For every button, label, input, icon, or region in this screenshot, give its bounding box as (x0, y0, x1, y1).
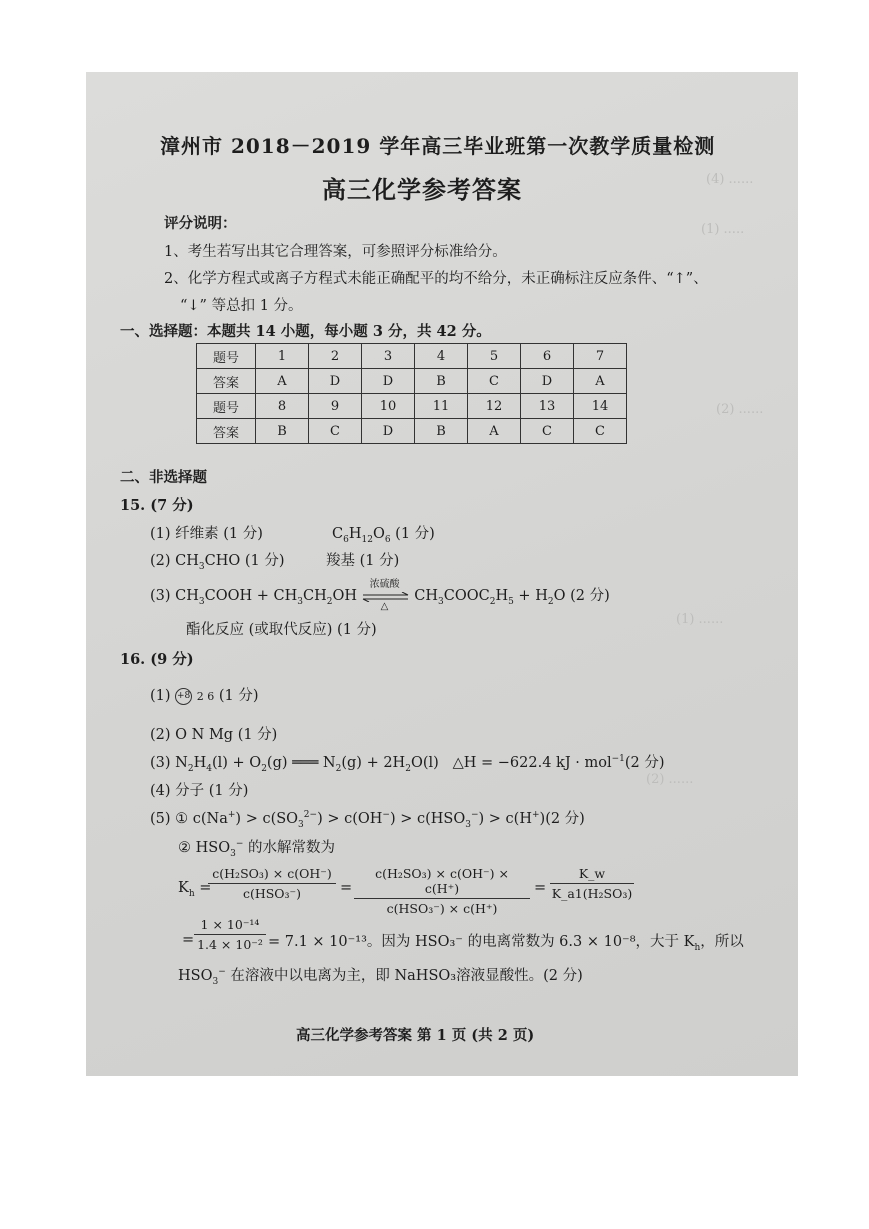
q16-p1-score: (1 分) (218, 688, 259, 704)
table-cell: D (362, 369, 415, 394)
q16-p4-answer: 分子 (1 分) (175, 783, 249, 799)
page-footer: 高三化学参考答案 第 1 页 (共 2 页) (296, 1027, 535, 1044)
table-row (197, 394, 627, 419)
q15-p1-formula: $C_6H_{12}O_6$ (1 分) (332, 526, 435, 545)
q15-p2-score: (1 分) (240, 553, 285, 569)
table-cell: 答案 (197, 419, 256, 444)
q15-p2-answer-b: 羧基 (1 分) (326, 553, 400, 569)
table-cell: 7 (574, 344, 627, 369)
table-cell: D (309, 369, 362, 394)
kh-value-den: 1.4 × 10⁻² (197, 937, 263, 952)
scoring-note-1: 1、考生若写出其它合理答案，可参照评分标准给分。 (164, 244, 507, 260)
kh-num-2: c(H₂SO₃) × c(OH⁻) × c(H⁺) (354, 866, 530, 899)
table-cell: C (574, 419, 627, 444)
table-cell: C (468, 369, 521, 394)
table-cell: C (521, 419, 574, 444)
q16-part5-2: ② $HSO_3^-$ 的水解常数为 (178, 839, 335, 859)
table-cell: 5 (468, 344, 521, 369)
table-row (197, 344, 627, 369)
q16-part2 (150, 723, 277, 744)
q15-part3-equation: (3) $CH_3COOH + CH_3CH_2OH$ 浓硫酸 △ $CH_3COOC_2H_5 + H_2O$ (2 分) (150, 584, 610, 607)
q15-part1 (150, 522, 263, 543)
q15-p1-num: (1) (150, 526, 171, 542)
kh-num-1: c(H₂SO₃) × c(OH⁻) (208, 866, 336, 884)
document-title: 漳州市 2018－2019 学年高三毕业班第一次教学质量检测 (160, 134, 716, 158)
q15-p1-answer-a: 纤维素 (1 分) (175, 526, 263, 542)
q15-p1-score: (1 分) (390, 526, 435, 542)
table-cell: 10 (362, 394, 415, 419)
table-cell: D (362, 419, 415, 444)
q16-p3-score: (2 分) (624, 755, 665, 771)
table-cell: A (256, 369, 309, 394)
q16-part4 (150, 779, 248, 800)
q15-part2: (2) $CH_3CHO$ (1 分) (150, 553, 285, 572)
q16-part3-equation: (3) $N_2H_4(l) + O_2(g)$ ═══ $N_2(g) + 2H_2O(l)$ △H = −622.4 kJ · mol$^{-1}$(2 分) (150, 754, 665, 774)
kh-value-text: = 7.1 × 10⁻¹³。因为 HSO₃⁻ 的电离常数为 6.3 × 10⁻⁸，大于 K (268, 934, 695, 950)
table-cell: A (574, 369, 627, 394)
kh-num-3: K_w (550, 866, 634, 884)
q15-p3-condition-top: 浓硫酸 (369, 579, 400, 590)
q15-p3-reaction-type: 酯化反应 (或取代反应) (1 分) (186, 622, 377, 638)
kh-fraction-2 (354, 866, 530, 916)
table-cell: B (256, 419, 309, 444)
table-cell: 6 (521, 344, 574, 369)
q16-part1 (150, 684, 259, 705)
equals-sign: = (182, 932, 195, 948)
q16-p2-answer: O N Mg (1 分) (175, 727, 278, 743)
table-row (197, 369, 627, 394)
q15-p2-num: (2) (150, 553, 171, 569)
q15-p3-condition-bottom: △ (380, 601, 389, 612)
table-cell: 2 (309, 344, 362, 369)
table-cell: 3 (362, 344, 415, 369)
q15-p3-score: (2 分) (565, 588, 610, 604)
kh-fraction-1 (208, 866, 336, 901)
table-cell: 12 (468, 394, 521, 419)
q15-label: 15. (7 分) (120, 497, 194, 514)
q16-part5-1: (5) ① $c(Na^+) > c(SO_3^{2-}) > c(OH^-) > c(HSO_3^-) > c(H^+)(2$ 分) (150, 810, 585, 830)
q16-p5-num: (5) (150, 811, 171, 827)
equals-sign: = (340, 880, 353, 896)
kh-value-num: 1 × 10⁻¹⁴ (194, 917, 266, 935)
reversible-arrow-icon (362, 579, 410, 612)
q16-p3-num: (3) (150, 755, 171, 771)
table-cell: 13 (521, 394, 574, 419)
kh-value-tail: ，所以 (700, 934, 744, 950)
q16-conclusion-text: 在溶液中以电离为主，即 NaHSO₃溶液显酸性。(2 分) (225, 968, 583, 984)
table-cell: 题号 (197, 344, 256, 369)
answer-table (196, 343, 627, 444)
q16-p5-score: (2 分) (545, 811, 585, 827)
table-cell: B (415, 369, 468, 394)
table-cell: 题号 (197, 394, 256, 419)
scoring-note-2: 2、化学方程式或离子方程式未能正确配平的均不给分，未正确标注反应条件、“↑”、 (164, 271, 708, 287)
kh-symbol: $K_h$ = (178, 880, 212, 899)
equals-sign: = (534, 880, 547, 896)
q16-p5-2-label: ② (178, 840, 196, 856)
q16-p2-num: (2) (150, 727, 171, 743)
kh-den-1: c(HSO₃⁻) (242, 886, 302, 901)
section2-heading: 二、非选择题 (120, 469, 207, 486)
scoring-note-2-cont: “↓” 等总扣 1 分。 (180, 298, 303, 314)
q15-p3-num: (3) (150, 588, 171, 604)
electron-shells: 2 6 (196, 690, 215, 703)
q16-p3-enthalpy: △H = −622.4 kJ · mol (452, 755, 612, 771)
q16-p4-num: (4) (150, 783, 171, 799)
table-row (197, 419, 627, 444)
q16-p1-num: (1) (150, 688, 171, 704)
table-cell: A (468, 419, 521, 444)
kh-value-fraction (194, 917, 266, 952)
scanned-page: (4) ...... (1) ..... (2) ...... (1) ...... (2) ...... (86, 72, 798, 1076)
table-cell: 8 (256, 394, 309, 419)
table-cell: 4 (415, 344, 468, 369)
kh-den-2: c(HSO₃⁻) × c(H⁺) (386, 901, 498, 916)
scoring-notes-heading: 评分说明： (164, 215, 237, 232)
table-cell: B (415, 419, 468, 444)
q16-p5-2-text: 的水解常数为 (243, 840, 335, 856)
document-subtitle: 高三化学参考答案 (322, 175, 522, 204)
kh-value-result: = 7.1 × 10⁻¹³。因为 HSO₃⁻ 的电离常数为 6.3 × 10⁻⁸，大于 $K_h$，所以 (268, 934, 744, 953)
table-cell: 11 (415, 394, 468, 419)
table-cell: D (521, 369, 574, 394)
table-cell: 答案 (197, 369, 256, 394)
kh-den-3: K_a1(H₂SO₃) (551, 886, 633, 901)
table-cell: 14 (574, 394, 627, 419)
table-cell: C (309, 419, 362, 444)
q16-label: 16. (9 分) (120, 651, 194, 668)
atom-nucleus-icon: +8 (175, 688, 192, 705)
table-cell: 9 (309, 394, 362, 419)
section1-heading: 一、选择题：本题共 14 小题，每小题 3 分，共 42 分。 (120, 323, 491, 340)
q16-conclusion: $HSO_3^-$ 在溶液中以电离为主，即 NaHSO₃溶液显酸性。(2 分) (178, 967, 583, 987)
kh-fraction-3 (550, 866, 634, 901)
table-cell: 1 (256, 344, 309, 369)
